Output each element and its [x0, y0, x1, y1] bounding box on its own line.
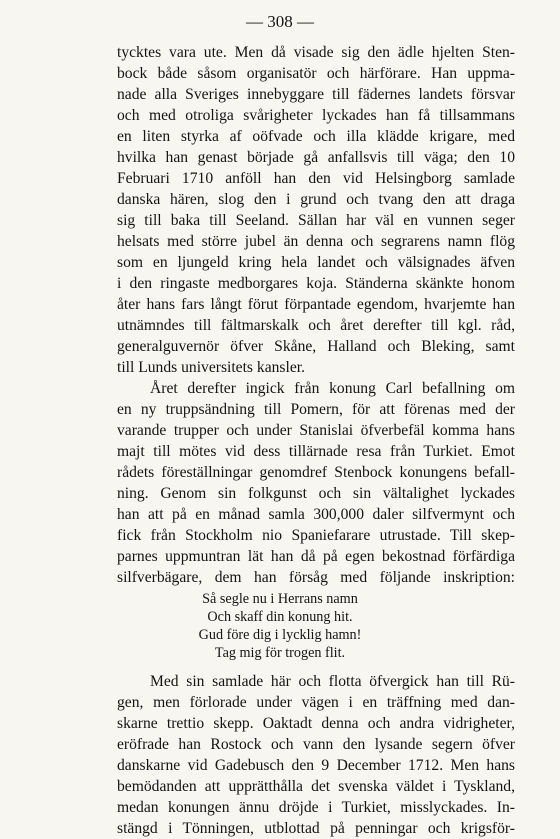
- text-line: Året derefter ingick från konung Carl befallning om: [150, 380, 515, 397]
- verse-line: Så segle nu i Herrans namn: [202, 591, 358, 607]
- text-line: åter hans fars långt förut förpantade egendom, hvarjemte han: [117, 296, 515, 313]
- text-line: varande trupper och under Stanislai öfverbefäl komma hans: [117, 422, 515, 439]
- text-line: danska hären, slog den i grund och tvang den att draga: [117, 191, 515, 208]
- verse-line: Och skaff din konung hit.: [207, 609, 353, 625]
- text-line: Februari 1710 anföll han den vid Helsingborg samlade: [117, 170, 515, 187]
- text-line: en ny truppsändning till Pomern, för att förenas med der: [117, 401, 515, 418]
- text-line: danskarne vid Gadebusch den 9 December 1712. Men hans: [117, 757, 515, 774]
- text-line: parnes uppmuntran lät han då på egen bekostnad förfärdiga: [117, 548, 515, 565]
- text-line: ning. Genom sin folkgunst och sin vältalighet lyckades: [117, 485, 515, 502]
- text-line: silfverbägare, dem han försåg med följande inskription:: [117, 569, 515, 586]
- text-line: eröfrade han Rostock och vann den lysande segern öfver: [117, 736, 515, 753]
- text-line: och med otroliga svårigheter lyckades han få tillsammans: [117, 107, 515, 124]
- text-line: till Lunds universitets kansler.: [117, 359, 305, 376]
- text-line: gen, men förlorade under vägen i en träffning med dan-: [117, 694, 515, 711]
- text-line: hvilka han genast började gå anfallsvis till väga; den 10: [117, 149, 515, 166]
- verse-line: Gud före dig i lycklig hamn!: [198, 627, 362, 643]
- text-line: utnämndes till fältmarskalk och året derefter till kgl. råd,: [117, 317, 515, 334]
- text-line: skarne trettio skepp. Oaktadt denna och andra vidrigheter,: [117, 715, 515, 732]
- text-line: som en ljungeld kring hela landet och välsignades äfven: [117, 254, 515, 271]
- text-line: i den ringaste medborgares koja. Ständerna skänkte honom: [117, 275, 515, 292]
- verse-line: Tag mig för trogen flit.: [214, 645, 346, 661]
- text-line: bemödanden att upprätthålla det svenska väldet i Tyskland,: [117, 778, 515, 795]
- text-line: majt till mötes vid dess tillärnade resa från Turkiet. Emot: [117, 443, 515, 460]
- text-line: rådets föreställningar genomdref Stenbock konungens befall-: [117, 464, 515, 481]
- text-line: generalguvernör öfver Skåne, Halland och Bleking, samt: [117, 338, 515, 355]
- text-line: nade alla Sveriges innebyggare till fädernes landets försvar: [117, 86, 515, 103]
- text-line: stängd i Tönningen, utblottad på penningar och krigsför-: [117, 820, 515, 837]
- text-line: Med sin samlade här och flotta öfvergick han till Rü-: [150, 673, 515, 690]
- text-line: tycktes vara ute. Men då visade sig den ädle hjelten Sten-: [117, 44, 515, 61]
- text-line: medan konungen ännu dröjde i Turkiet, misslyckades. In-: [117, 799, 515, 816]
- text-line: han att på en månad samla 300,000 daler silfvermynt och: [117, 506, 515, 523]
- text-line: en liten styrka af oöfvade och illa klädde krigare, med: [117, 128, 515, 145]
- page-number: — 308 —: [246, 12, 314, 31]
- text-line: sig till baka till Seeland. Sällan har väl en vunnen seger: [117, 212, 515, 229]
- text-line: helsats med större jubel än denna och segrarens namn flög: [117, 233, 515, 250]
- text-line: bock både såsom organisatör och härförare. Han uppma-: [117, 65, 515, 82]
- text-line: fick från Stockholm nio Spaniefarare utrustade. Till skep-: [117, 527, 515, 544]
